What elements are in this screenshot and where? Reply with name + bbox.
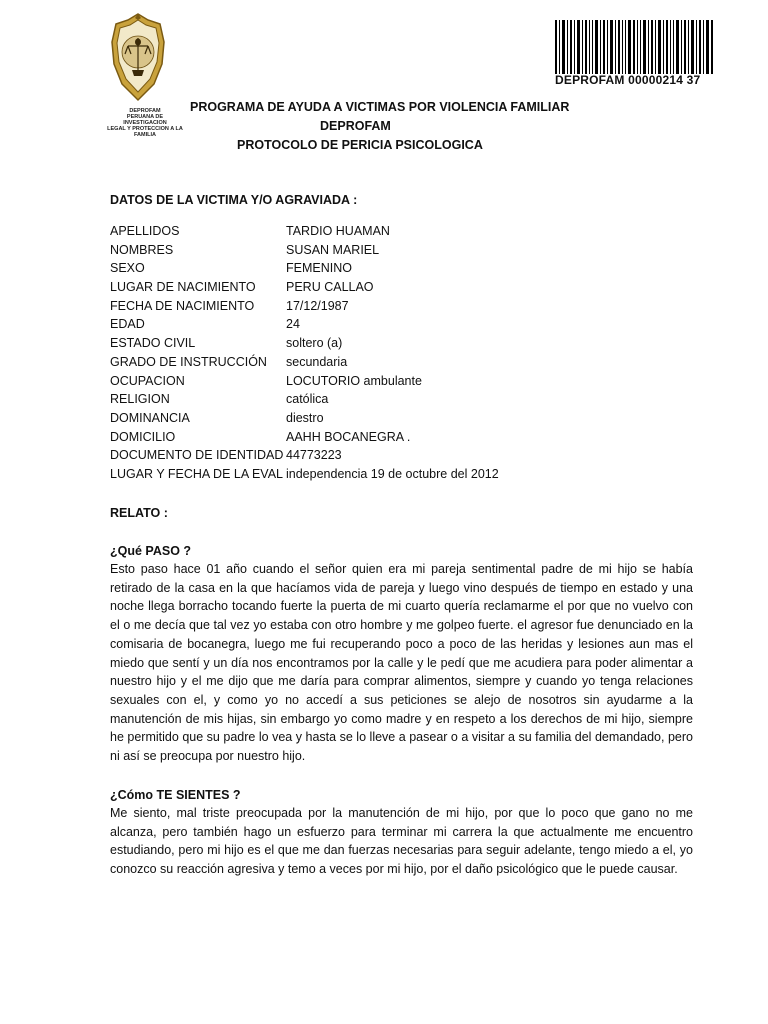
victim-section-title: DATOS DE LA VICTIMA Y/O AGRAVIADA : xyxy=(110,193,358,207)
organization-name: DEPROFAM xyxy=(320,119,391,133)
victim-row xyxy=(110,448,710,467)
field-label: EDAD xyxy=(110,317,145,332)
logo-caption-line: LEGAL Y PROTECCION A LA xyxy=(107,126,183,132)
question-how-do-you-feel: ¿Cómo TE SIENTES ? xyxy=(110,788,241,802)
victim-row xyxy=(110,430,710,449)
deprofam-seal-logo xyxy=(108,12,168,104)
field-value: AAHH BOCANEGRA . xyxy=(286,429,411,444)
answer-what-happened: Esto paso hace 01 año cuando el señor quien era mi pareja sentimental padre de mi hijo se había retirado de la casa en la que hacíamos vida de pareja y luego vino después de tiempo en estado y una noche llega borracho tocando fuerte la puerta de mi cuarto quería reclamarme el por que no vuelvo con el o me decía que tal vez yo estaba con otro hombre y me golpeo fuerte. el agresor fue denunciado en la comisaria de bocanegra, luego me fui recuperando poco a poco de las heridas y lesiones aun mas el miedo que sentí y un día nos encontramos por la calle y le pedí que me acudiera para poder alimentar a nuestro hijo y el me dijo que me daría para comprar alimentos, siempre y cuando yo tenga relaciones sexuales con el, y como yo no accedí a sus peticiones se alejo de nosotros sin ayudarme a la manutención de mis hijas, sin embargo yo como madre y en respeto a los derechos de mi hijo, siempre he permitido que su padre lo vea y hasta se lo lleve a pasear o a visitar a su familia del demandado, pero ni así se preocupa por nuestro hijo. xyxy=(110,562,693,764)
logo-caption-line: DEPROFAM xyxy=(129,108,161,114)
field-label: LUGAR DE NACIMIENTO xyxy=(110,280,256,295)
field-value: independencia 19 de octubre del 2012 xyxy=(286,466,499,481)
document-title: PROTOCOLO DE PERICIA PSICOLOGICA xyxy=(237,138,483,152)
field-label: OCUPACION xyxy=(110,373,185,388)
logo-caption-line: PERUANA DE INVESTIGACION xyxy=(123,114,167,126)
victim-row xyxy=(110,467,710,486)
field-value: 17/12/1987 xyxy=(286,298,349,313)
victim-row xyxy=(110,411,710,430)
victim-row xyxy=(110,243,710,262)
field-label: FECHA DE NACIMIENTO xyxy=(110,298,255,313)
victim-row xyxy=(110,355,710,374)
field-label: DOMICILIO xyxy=(110,429,176,444)
field-label: NOMBRES xyxy=(110,242,174,257)
field-label: RELIGION xyxy=(110,392,170,407)
victim-data-table xyxy=(110,224,710,486)
victim-row xyxy=(110,317,710,336)
field-label: GRADO DE INSTRUCCIÓN xyxy=(110,354,267,369)
field-value: FEMENINO xyxy=(286,261,352,276)
barcode xyxy=(555,20,715,74)
victim-row xyxy=(110,336,710,355)
victim-row xyxy=(110,224,710,243)
field-value: LOCUTORIO ambulante xyxy=(286,373,422,388)
victim-row xyxy=(110,374,710,393)
field-value: SUSAN MARIEL xyxy=(286,242,380,257)
field-value: 24 xyxy=(286,317,300,332)
answer-how-do-you-feel: Me siento, mal triste preocupada por la manutención de mi hijo, por que lo poco que gano no me alcanza, pero también hago un esfuerzo para terminar mi carrera la que actualmente me encuentro estudiando, pero mi hijo es el que me dan fuerzas necesarias para seguir adelante, tengo miedo a el, yo conozco su reacción agresiva y temo a veces por mi hijo, por el daño psicológico que le puede causar. xyxy=(110,806,693,877)
field-label: SEXO xyxy=(110,261,145,276)
question-what-happened: ¿Qué PASO ? xyxy=(110,544,192,558)
barcode-number: DEPROFAM 00000214 37 xyxy=(555,73,701,87)
field-value: secundaria xyxy=(286,354,348,369)
logo-caption-line: FAMILIA xyxy=(134,132,156,138)
field-label: DOMINANCIA xyxy=(110,410,190,425)
relato-section-title: RELATO : xyxy=(110,506,168,520)
field-label: LUGAR Y FECHA DE LA EVAL xyxy=(110,466,283,481)
victim-row xyxy=(110,392,710,411)
field-value: católica xyxy=(286,392,329,407)
field-label: DOCUMENTO DE IDENTIDAD xyxy=(110,448,284,463)
field-value: 44773223 xyxy=(286,448,342,463)
victim-row xyxy=(110,261,710,280)
field-value: PERU CALLAO xyxy=(286,280,374,295)
field-value: diestro xyxy=(286,410,324,425)
program-title: PROGRAMA DE AYUDA A VICTIMAS POR VIOLENCIA FAMILIAR xyxy=(190,100,570,114)
field-label: APELLIDOS xyxy=(110,224,180,238)
field-value: TARDIO HUAMAN xyxy=(286,224,390,238)
victim-row xyxy=(110,280,710,299)
victim-row xyxy=(110,299,710,318)
field-label: ESTADO CIVIL xyxy=(110,336,196,351)
logo-caption xyxy=(106,108,184,138)
field-value: soltero (a) xyxy=(286,336,343,351)
